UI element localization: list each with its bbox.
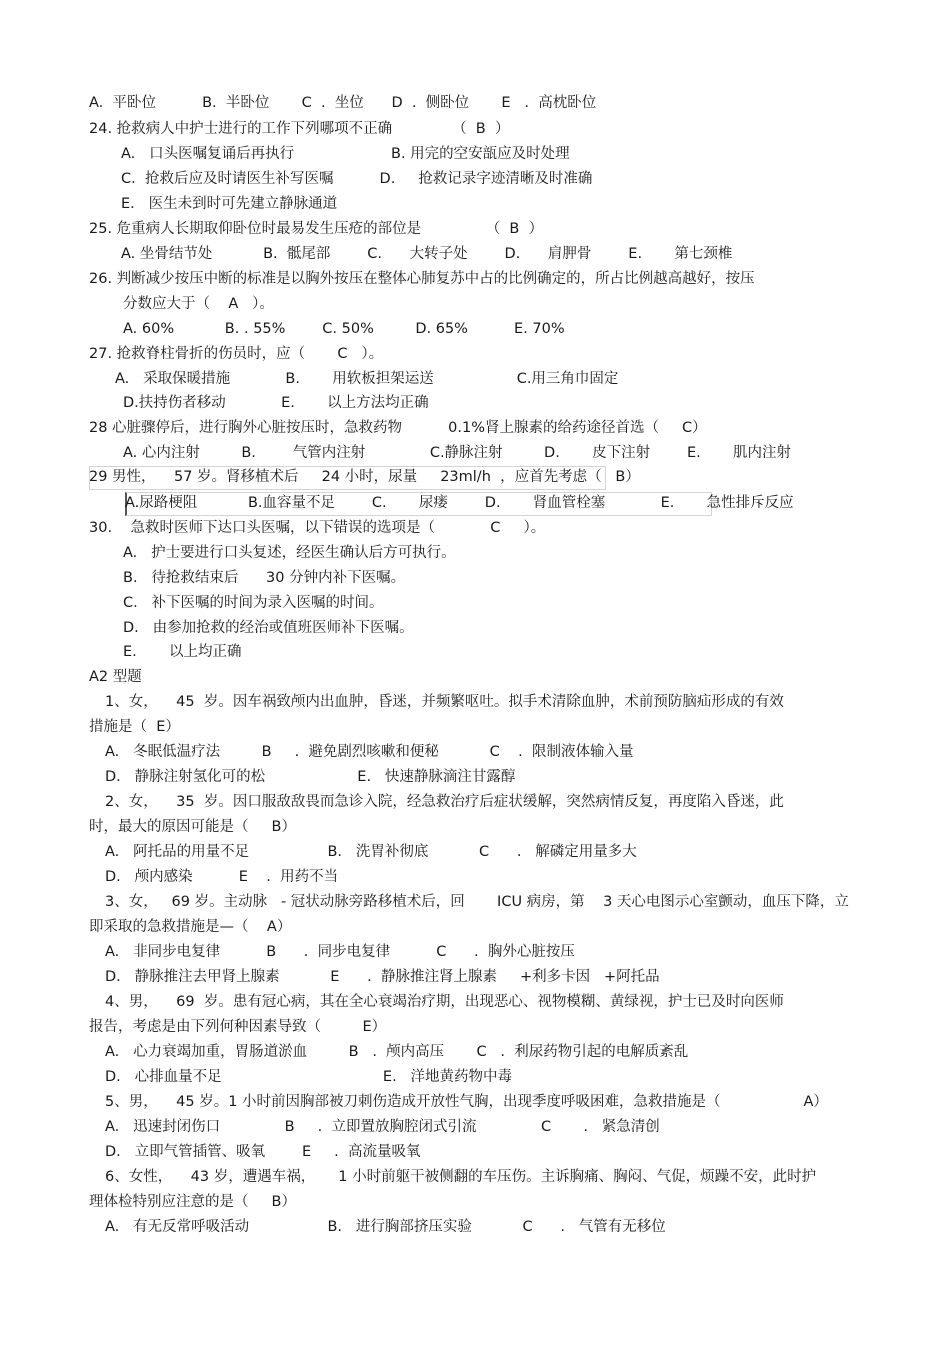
a2-q5-stem: 5、男， 45 岁。1 小时前因胸部被刀刺伤造成开放性气胸，出现季度呼吸困难，急救措施是（ A） bbox=[105, 1094, 828, 1110]
a2-q4-options-2: D. 心排血量不足 E. 洋地黄药物中毒 bbox=[105, 1069, 513, 1085]
q24-stem: 24. 抢救病人中护士进行的工作下列哪项不正确 （ B ） bbox=[89, 121, 510, 137]
section-heading-a2: A2 型题 bbox=[89, 669, 142, 685]
a2-q1-options-2: D. 静脉注射氢化可的松 E. 快速静脉滴注甘露醇 bbox=[105, 769, 516, 785]
q25-options: A. 坐骨结节处 B. 骶尾部 C. 大转子处 D. 肩胛骨 E. 第七颈椎 bbox=[121, 246, 733, 262]
q26-options: A. 60% B. . 55% C. 50% D. 65% E. 70% bbox=[123, 321, 565, 337]
q24-option-a: A. 口头医嘱复诵后再执行 bbox=[121, 146, 295, 162]
q24-option-b: B. 用完的空安瓿应及时处理 bbox=[391, 146, 570, 162]
q23-options: A. 平卧位 B. 半卧位 C . 坐位 D . 侧卧位 E . 高枕卧位 bbox=[89, 95, 597, 111]
a2-q3-options-1: A. 非同步电复律 B . 同步电复律 C . 胸外心脏按压 bbox=[105, 944, 575, 960]
q26-stem-cont: 分数应大于（ A ）。 bbox=[123, 296, 274, 312]
a2-q5-options-1: A. 迅速封闭伤口 B . 立即置放胸腔闭式引流 C . 紧急清创 bbox=[105, 1119, 660, 1135]
a2-q3-stem: 3、女， 69 岁。主动脉 - 冠状动脉旁路移植术后，回 ICU 病房，第 3 天心电图示心室颤动，血压下降，立 bbox=[105, 894, 849, 910]
q27-options-1: A. 采取保暖措施 B. 用软板担架运送 C.用三角巾固定 bbox=[115, 371, 619, 387]
q30-option-e: E. 以上均正确 bbox=[123, 644, 242, 660]
a2-q1-options-1: A. 冬眠低温疗法 B . 避免剧烈咳嗽和便秘 C . 限制液体输入量 bbox=[105, 744, 634, 760]
a2-q2-options-1: A. 阿托品的用量不足 B. 洗胃补彻底 C . 解磷定用量多大 bbox=[105, 844, 637, 860]
a2-q3-stem-cont: 即采取的急救措施是—（ A） bbox=[89, 919, 292, 935]
q24-options-cd: C. 抢救后应及时请医生补写医嘱 D. 抢救记录字迹清晰及时准确 bbox=[121, 171, 593, 187]
q26-stem: 26. 判断减少按压中断的标准是以胸外按压在整体心肺复苏中占的比例确定的，所占比例越高越好，按压 bbox=[89, 271, 755, 287]
a2-q5-options-2: D. 立即气管插管、吸氧 E . 高流量吸氧 bbox=[105, 1144, 421, 1160]
q30-option-b: B. 待抢救结束后 30 分钟内补下医嘱。 bbox=[123, 570, 406, 586]
a2-q6-stem: 6、女性， 43 岁，遭遇车祸， 1 小时前躯干被侧翻的车压伤。主诉胸痛、胸闷、气促，烦躁不安，此时护 bbox=[105, 1169, 817, 1185]
a2-q2-options-2: D. 颅内感染 E . 用药不当 bbox=[105, 869, 339, 885]
a2-q4-options-1: A. 心力衰竭加重，胃肠道淤血 B . 颅内高压 C . 利尿药物引起的电解质紊乱 bbox=[105, 1044, 689, 1060]
q25-stem: 25. 危重病人长期取仰卧位时最易发生压疮的部位是 （ B ） bbox=[89, 221, 544, 237]
q30-option-d: D. 由参加抢救的经治或值班医师补下医嘱。 bbox=[123, 620, 414, 636]
a2-q4-stem: 4、男， 69 岁。患有冠心病，其在全心衰竭治疗期，出现恶心、视物模糊、黄绿视，护士已及时向医师 bbox=[105, 994, 784, 1010]
q27-stem: 27. 抢救脊柱骨折的伤员时，应（ C ）。 bbox=[89, 346, 384, 362]
q30-option-a: A. 护士要进行口头复述，经医生确认后方可执行。 bbox=[123, 545, 456, 561]
q29-options: A.尿路梗阻 B.血容量不足 C. 尿瘘 D. 肾血管栓塞 E. 急性排斥反应 bbox=[125, 495, 794, 511]
a2-q4-stem-cont: 报告，考虑是由下列何种因素导致（ E） bbox=[89, 1019, 387, 1035]
q28-stem: 28 心脏骤停后，进行胸外心脏按压时，急救药物 0.1%肾上腺素的给药途径首选（ C） bbox=[89, 420, 707, 436]
a2-q3-options-2: D. 静脉推注去甲肾上腺素 E . 静脉推注肾上腺素 +利多卡因 +阿托品 bbox=[105, 969, 660, 985]
a2-q6-stem-cont: 理体检特别应注意的是（ B） bbox=[89, 1194, 296, 1210]
a2-q6-options-1: A. 有无反常呼吸活动 B. 进行胸部挤压实验 C . 气管有无移位 bbox=[105, 1219, 666, 1235]
a2-q1-stem: 1、女， 45 岁。因车祸致颅内出血肿，昏迷，并频繁呕吐。拟手术清除血肿，术前预防脑疝形成的有效 bbox=[105, 694, 784, 710]
q28-options: A. 心内注射 B. 气管内注射 C.静脉注射 D. 皮下注射 E. 肌内注射 bbox=[123, 445, 791, 461]
a2-q2-stem-cont: 时，最大的原因可能是（ B） bbox=[89, 819, 296, 835]
q30-option-c: C. 补下医嘱的时间为录入医嘱的时间。 bbox=[123, 595, 384, 611]
q30-stem: 30. 急救时医师下达口头医嘱，以下错误的选项是（ C ）。 bbox=[89, 520, 546, 536]
a2-q1-stem-cont: 措施是（ E） bbox=[89, 719, 180, 735]
q29-stem: 29 男性， 57 岁。肾移植术后 24 小时，尿量 23ml/h ，应首先考虑（ B） bbox=[89, 469, 640, 485]
q27-options-2: D.扶持伤者移动 E. 以上方法均正确 bbox=[123, 395, 429, 411]
a2-q2-stem: 2、女， 35 岁。因口服敌敌畏而急诊入院，经急救治疗后症状缓解，突然病情反复，再度陷入昏迷，此 bbox=[105, 794, 784, 810]
q24-option-e: E. 医生未到时可先建立静脉通道 bbox=[121, 196, 338, 212]
